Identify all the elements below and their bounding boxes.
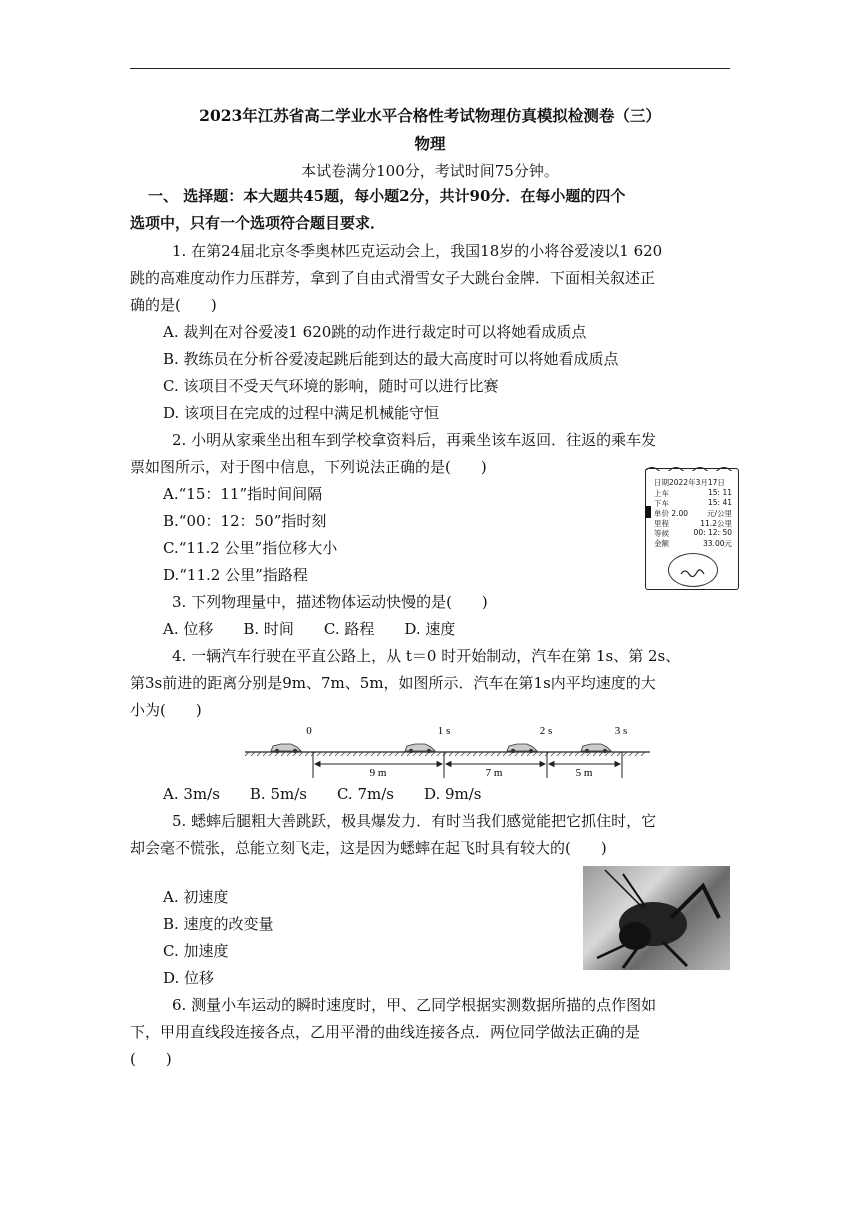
q3-options: A. 位移 B. 时间 C. 路程 D. 速度 bbox=[163, 620, 456, 638]
ticket-date: 日期2022年3月17日 bbox=[654, 478, 725, 487]
q6-stem-l3: ( ) bbox=[130, 1050, 172, 1068]
q4-options: A. 3m/s B. 5m/s C. 7m/s D. 9m/s bbox=[163, 785, 482, 803]
q5-option-d: D. 位移 bbox=[163, 969, 215, 987]
q4-stem-l1: 4. 一辆汽车行驶在平直公路上，从 t＝0 时开始制动，汽车在第 1s、第 2s、 bbox=[172, 647, 681, 665]
q1-option-b: B. 教练员在分析谷爱凌起跳后能到达的最大高度时可以将她看成质点 bbox=[163, 350, 619, 368]
ticket-row: 上车 15: 11 bbox=[654, 488, 732, 498]
q3-stem: 3. 下列物理量中，描述物体运动快慢的是( ) bbox=[172, 593, 488, 611]
exam-note: 本试卷满分100分，考试时间75分钟。 bbox=[301, 162, 559, 180]
q2-option-c: C.“11.2 公里”指位移大小 bbox=[163, 539, 338, 557]
q6-stem-l2: 下，甲用直线段连接各点，乙用平滑的曲线连接各点．两位同学做法正确的是 bbox=[130, 1023, 641, 1041]
distance-label-3: 5 m bbox=[575, 767, 593, 779]
q1-option-d: D. 该项目在完成的过程中满足机械能守恒 bbox=[163, 404, 440, 422]
ticket-row: 下车 15: 41 bbox=[654, 498, 732, 508]
q5-stem-l1: 5. 蟋蟀后腿粗大善跳跃，极具爆发力．有时当我们感觉能把它抓住时，它 bbox=[172, 812, 657, 830]
ticket-row: 金额 33.00元 bbox=[654, 539, 732, 548]
ticket-row: 等候 00: 12: 50 bbox=[654, 528, 732, 538]
q4-stem-l2: 第3s前进的距离分别是9m、7m、5m，如图所示．汽车在第1s内平均速度的大 bbox=[130, 674, 656, 692]
q1-stem-l2: 跳的高难度动作力压群芳，拿到了自由式滑雪女子大跳台金牌．下面相关叙述正 bbox=[130, 269, 656, 287]
header-rule bbox=[130, 68, 730, 69]
q2-option-d: D.“11.2 公里”指路程 bbox=[163, 566, 308, 584]
exam-title: 2023年江苏省高二学业水平合格性考试物理仿真模拟检测卷（三） bbox=[199, 106, 661, 125]
ticket-stamp-icon bbox=[668, 553, 718, 587]
q5-option-b: B. 速度的改变量 bbox=[163, 915, 274, 933]
q4-stem-l3: 小为( ) bbox=[130, 701, 202, 719]
q1-option-c: C. 该项目不受天气环境的影响，随时可以进行比赛 bbox=[163, 377, 499, 395]
time-label-0: 0 bbox=[306, 725, 312, 737]
cricket-photo bbox=[583, 866, 730, 970]
section-heading-l2: 选项中，只有一个选项符合题目要求． bbox=[130, 214, 386, 232]
q2-stem-l2: 票如图所示，对于图中信息，下列说法正确的是( ) bbox=[130, 458, 487, 476]
q5-stem-l2: 却会毫不慌张，总能立刻飞走，这是因为蟋蟀在起飞时具有较大的( ) bbox=[130, 839, 607, 857]
ticket-row: 里程 11.2公里 bbox=[654, 519, 732, 528]
taxi-ticket-figure bbox=[645, 468, 739, 590]
q2-option-b: B.“00：12：50”指时刻 bbox=[163, 512, 327, 530]
q1-stem-l1: 1. 在第24届北京冬季奥林匹克运动会上，我国18岁的小将谷爱凌以1 620 bbox=[172, 242, 663, 260]
q2-stem-l1: 2. 小明从家乘坐出租车到学校拿资料后，再乘坐该车返回．往返的乘车发 bbox=[172, 431, 657, 449]
section-heading-l1: 一、 选择题：本大题共45题，每小题2分，共计90分．在每小题的四个 bbox=[148, 187, 626, 205]
q6-stem-l1: 6. 测量小车运动的瞬时速度时，甲、乙同学根据实测数据所描的点作图如 bbox=[172, 996, 657, 1014]
q2-option-a: A.“15：11”指时间间隔 bbox=[163, 485, 323, 503]
distance-label-2: 7 m bbox=[485, 767, 503, 779]
ticket-torn-edge bbox=[646, 465, 738, 471]
car-braking-diagram bbox=[245, 722, 650, 780]
q1-stem-l3: 确的是( ) bbox=[130, 296, 217, 314]
cricket-icon bbox=[583, 866, 730, 970]
time-label-2: 2 s bbox=[539, 725, 553, 737]
time-label-1: 1 s bbox=[437, 725, 451, 737]
subject-title: 物理 bbox=[414, 134, 446, 153]
ticket-marker bbox=[645, 506, 651, 518]
q5-option-a: A. 初速度 bbox=[163, 888, 229, 906]
ticket-row: 单价 2.00 元/公里 bbox=[654, 509, 732, 518]
q5-option-c: C. 加速度 bbox=[163, 942, 229, 960]
distance-label-1: 9 m bbox=[369, 767, 387, 779]
q1-option-a: A. 裁判在对谷爱凌1 620跳的动作进行裁定时可以将她看成质点 bbox=[163, 323, 587, 341]
time-label-3: 3 s bbox=[614, 725, 628, 737]
